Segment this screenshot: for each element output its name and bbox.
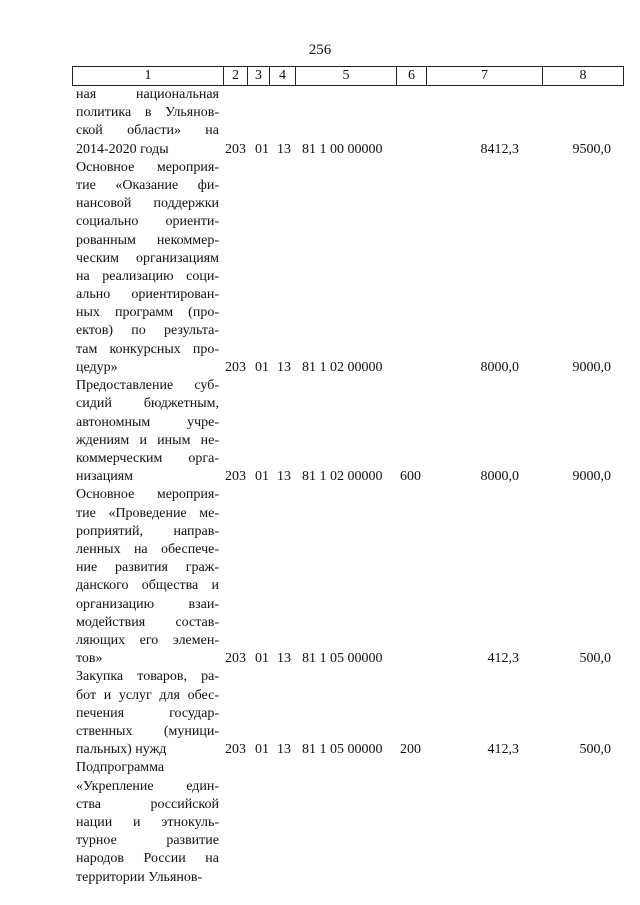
description-line: сидий бюджетным,	[76, 396, 219, 412]
description-line: ственных (муници-	[76, 723, 219, 739]
cell-c3: 01	[255, 742, 269, 758]
cell-c3: 01	[255, 360, 269, 375]
description-line: модействия состав-	[76, 614, 219, 630]
header-col-4: 4	[270, 67, 296, 85]
cell-c6: 600	[400, 469, 421, 485]
cell-c2: 203	[225, 360, 246, 375]
row-description	[76, 759, 219, 886]
description-line: автономным учре-	[76, 414, 219, 430]
cell-c2: 203	[225, 469, 246, 485]
row-description	[76, 486, 219, 668]
cell-c6: 200	[400, 742, 421, 758]
cell-c8: 500,0	[579, 742, 611, 758]
table-header-row	[72, 66, 624, 86]
cell-c5: 81 1 02 00000	[302, 469, 383, 485]
description-line: организацию взаи-	[76, 596, 219, 612]
description-line: 2014-2020 годы	[76, 141, 169, 157]
description-line: Подпрограмма	[76, 760, 165, 776]
cell-c4: 13	[277, 469, 291, 485]
description-line: Основное мероприя-	[76, 159, 219, 175]
description-line: пальных) нужд	[76, 742, 167, 758]
description-line: тие «Оказание фи-	[76, 177, 219, 193]
table-row	[0, 869, 640, 887]
description-line: ской области» на	[76, 123, 219, 139]
description-line: печения государ-	[76, 705, 219, 721]
row-description	[76, 159, 219, 377]
cell-c2: 203	[225, 742, 246, 758]
cell-c8: 500,0	[579, 651, 611, 667]
header-col-8: 8	[579, 68, 587, 83]
table-row	[0, 468, 640, 486]
cell-c7: 8000,0	[480, 360, 519, 375]
cell-c4: 13	[277, 742, 291, 758]
description-line: турное развитие	[76, 833, 219, 849]
description-line: ектов) по результа-	[76, 323, 219, 339]
cell-c3: 01	[255, 469, 269, 485]
description-line: ние развития граж-	[76, 560, 219, 576]
description-line: ческим организациям	[76, 250, 219, 266]
description-line: ждениям и иным не-	[76, 432, 219, 448]
description-line: бот и услуг для обес-	[76, 687, 219, 703]
description-line: Основное мероприя-	[76, 487, 219, 503]
cell-c7: 412,3	[487, 742, 519, 758]
cell-c7: 412,3	[487, 651, 519, 667]
table-row	[0, 359, 640, 377]
description-line: социально ориенти-	[76, 214, 219, 230]
description-line: политика в Ульянов-	[76, 105, 219, 121]
cell-c5: 81 1 05 00000	[302, 742, 383, 758]
cell-c5: 81 1 05 00000	[302, 651, 383, 667]
page-number: 256	[308, 42, 332, 58]
table-row	[0, 650, 640, 668]
description-line: народов России на	[76, 851, 219, 867]
header-col-6: 6	[397, 67, 427, 85]
cell-c3: 01	[255, 141, 269, 157]
description-line: «Укрепление един-	[76, 778, 219, 794]
description-line: ная национальная	[76, 87, 219, 102]
cell-c8: 9000,0	[572, 360, 611, 375]
cell-c2: 203	[225, 651, 246, 667]
cell-c4: 13	[277, 651, 291, 667]
description-line: там конкурсных про-	[76, 341, 219, 357]
description-line: территории Ульянов-	[76, 869, 203, 885]
cell-c8: 9000,0	[572, 469, 611, 485]
header-col-2: 2	[224, 67, 248, 85]
cell-c7: 8412,3	[480, 141, 519, 157]
description-line: данского общества и	[76, 578, 219, 594]
description-line: Предоставление суб-	[76, 378, 219, 394]
description-line: низациям	[76, 469, 134, 485]
cell-c4: 13	[277, 360, 291, 375]
cell-c8: 9500,0	[572, 141, 611, 157]
description-line: ляющих его элемен-	[76, 632, 219, 648]
description-line: Закупка товаров, ра-	[76, 669, 219, 685]
cell-c5: 81 1 02 00000	[302, 360, 383, 375]
table-row	[0, 141, 640, 159]
cell-c5: 81 1 00 00000	[302, 141, 383, 157]
description-line: ных программ (про-	[76, 305, 219, 321]
description-line: на реализацию соци-	[76, 268, 219, 284]
cell-c3: 01	[255, 651, 269, 667]
description-line: ленных на обеспече-	[76, 541, 219, 557]
cell-c4: 13	[277, 141, 291, 157]
header-col-3: 3	[248, 67, 270, 85]
cell-c2: 203	[225, 141, 246, 157]
header-col-7: 7	[427, 67, 543, 85]
description-line: ства российской	[76, 796, 219, 812]
description-line: нансовой поддержки	[76, 196, 219, 212]
description-line: рованным некоммер-	[76, 232, 219, 248]
description-line: роприятий, направ-	[76, 523, 219, 539]
cell-c7: 8000,0	[480, 469, 519, 485]
description-line: коммерческим орга-	[76, 450, 219, 466]
table-row	[0, 741, 640, 759]
description-line: цедур»	[76, 359, 118, 375]
description-line: тие «Проведение ме-	[76, 505, 219, 521]
header-col-5: 5	[296, 67, 397, 85]
header-col-1: 1	[73, 67, 224, 85]
description-line: тов»	[76, 651, 103, 667]
description-line: нации и этнокуль-	[76, 814, 219, 830]
description-line: ально ориентирован-	[76, 287, 219, 303]
